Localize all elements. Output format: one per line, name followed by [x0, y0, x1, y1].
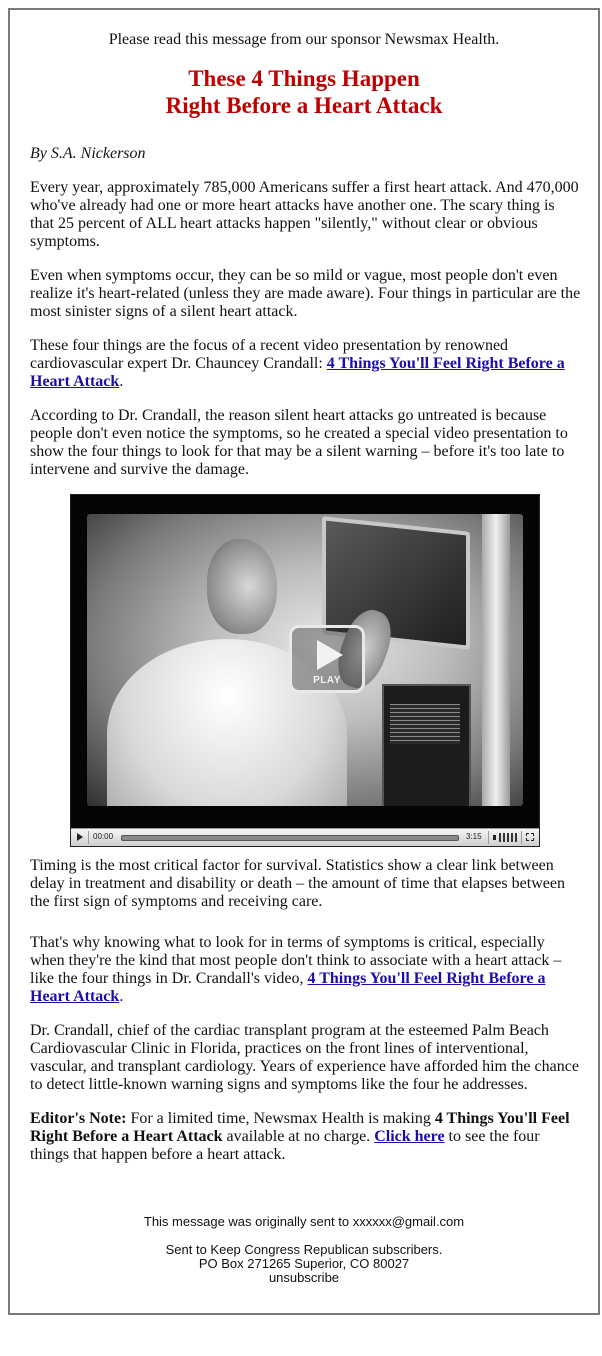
play-button[interactable] — [289, 625, 365, 693]
video-link-1[interactable]: 4 Things You'll Feel Right Before a Heart Attack — [30, 355, 565, 390]
paragraph-4: According to Dr. Crandall, the reason silent heart attacks go untreated is because people don't even notice the symptoms, so he created a special video presentation to show the four things to look for that may be a silent warning – before it's too late to intervene and survive the damage. — [30, 407, 568, 478]
sponsor-line: Please read this message from our sponsor Newsmax Health. — [108, 31, 500, 48]
click-here-link[interactable]: Click here — [374, 1128, 445, 1145]
editors-note-label: Editor's Note: — [30, 1110, 127, 1127]
play-icon — [317, 640, 343, 670]
headline — [10, 65, 598, 119]
editors-note-text-2: available at no charge. — [222, 1128, 375, 1145]
thumbnail-pole — [482, 514, 510, 806]
video-player[interactable] — [70, 494, 540, 847]
paragraph-6 — [30, 934, 582, 1006]
control-divider — [488, 831, 489, 844]
paragraph-7: Dr. Crandall, chief of the cardiac transplant program at the esteemed Palm Beach Cardiovascular Clinic in Florida, practices on the front lines of interventional, vascular, and transplant cardiology. Years of experience have afforded him the chance to detect little-known warning signs and symptoms like the four he addresses. — [30, 1022, 579, 1093]
play-label: PLAY — [313, 675, 341, 686]
editors-note-title: 4 Things You'll Feel Right Before a Heart Attack — [30, 1110, 570, 1145]
paragraph-6-text: That's why knowing what to look for in terms of symptoms is critical, especially when they're the kind that most people don't think to associate with a heart attack – like the four things in Dr. Crandall's video, — [30, 934, 562, 987]
paragraph-1: Every year, approximately 785,000 Americans suffer a first heart attack. And 470,000 who've already had one or more heart attacks have another one. The scary thing is that 25 percent of ALL heart attacks happen "silently," without clear or obvious symptoms. — [30, 179, 579, 250]
video-controls — [71, 828, 539, 846]
fullscreen-icon[interactable] — [526, 833, 534, 841]
total-time: 3:15 — [466, 832, 482, 841]
editors-note-text-1: For a limited time, Newsmax Health is making — [126, 1110, 435, 1127]
paragraph-3-text: These four things are the focus of a recent video presentation by renowned cardiovascular expert Dr. Chauncey Crandall: — [30, 337, 509, 372]
footer-sent-to: This message was originally sent to xxxxxx@gmail.com — [143, 1214, 465, 1229]
headline-line-1: These 4 Things Happen — [188, 66, 420, 91]
paragraph-5: Timing is the most critical factor for survival. Statistics show a clear link between delay in treatment and disability or death – the amount of time that elapses between the first sign of symptoms and receiving care. — [30, 857, 565, 910]
unsubscribe-link[interactable]: unsubscribe — [268, 1270, 340, 1285]
thumbnail-rack-screen — [390, 704, 460, 744]
seek-bar[interactable] — [121, 835, 459, 841]
volume-level-bars — [499, 833, 517, 842]
control-divider — [88, 831, 89, 844]
paragraph-6-end: . — [119, 988, 124, 1005]
footer-subscribers: Sent to Keep Congress Republican subscribers. — [165, 1242, 443, 1257]
speaker-icon — [493, 835, 496, 840]
footer-address: PO Box 271265 Superior, CO 80027 — [198, 1256, 410, 1271]
control-play-icon[interactable] — [77, 833, 83, 841]
paragraph-2: Even when symptoms occur, they can be so mild or vague, most people don't even realize it's heart-related (unless they are made aware). Four things in particular are the most sinister signs of a silent heart attack. — [30, 267, 581, 320]
thumbnail-doctor-head — [207, 539, 277, 634]
paragraph-3 — [30, 337, 582, 391]
video-link-2[interactable]: 4 Things You'll Feel Right Before a Heart Attack — [30, 970, 546, 1005]
editors-note — [30, 1110, 582, 1164]
headline-line-2: Right Before a Heart Attack — [165, 93, 443, 118]
volume-icon[interactable] — [493, 832, 517, 843]
current-time: 00:00 — [93, 832, 114, 841]
email-frame — [8, 8, 600, 1315]
video-thumbnail[interactable] — [87, 514, 523, 806]
control-divider — [521, 831, 522, 844]
editors-note-text-3: to see the four things that happen before a heart attack. — [30, 1128, 540, 1163]
byline: By S.A. Nickerson — [30, 145, 146, 162]
thumbnail-equipment-rack — [382, 684, 471, 806]
paragraph-3-end: . — [119, 373, 124, 390]
